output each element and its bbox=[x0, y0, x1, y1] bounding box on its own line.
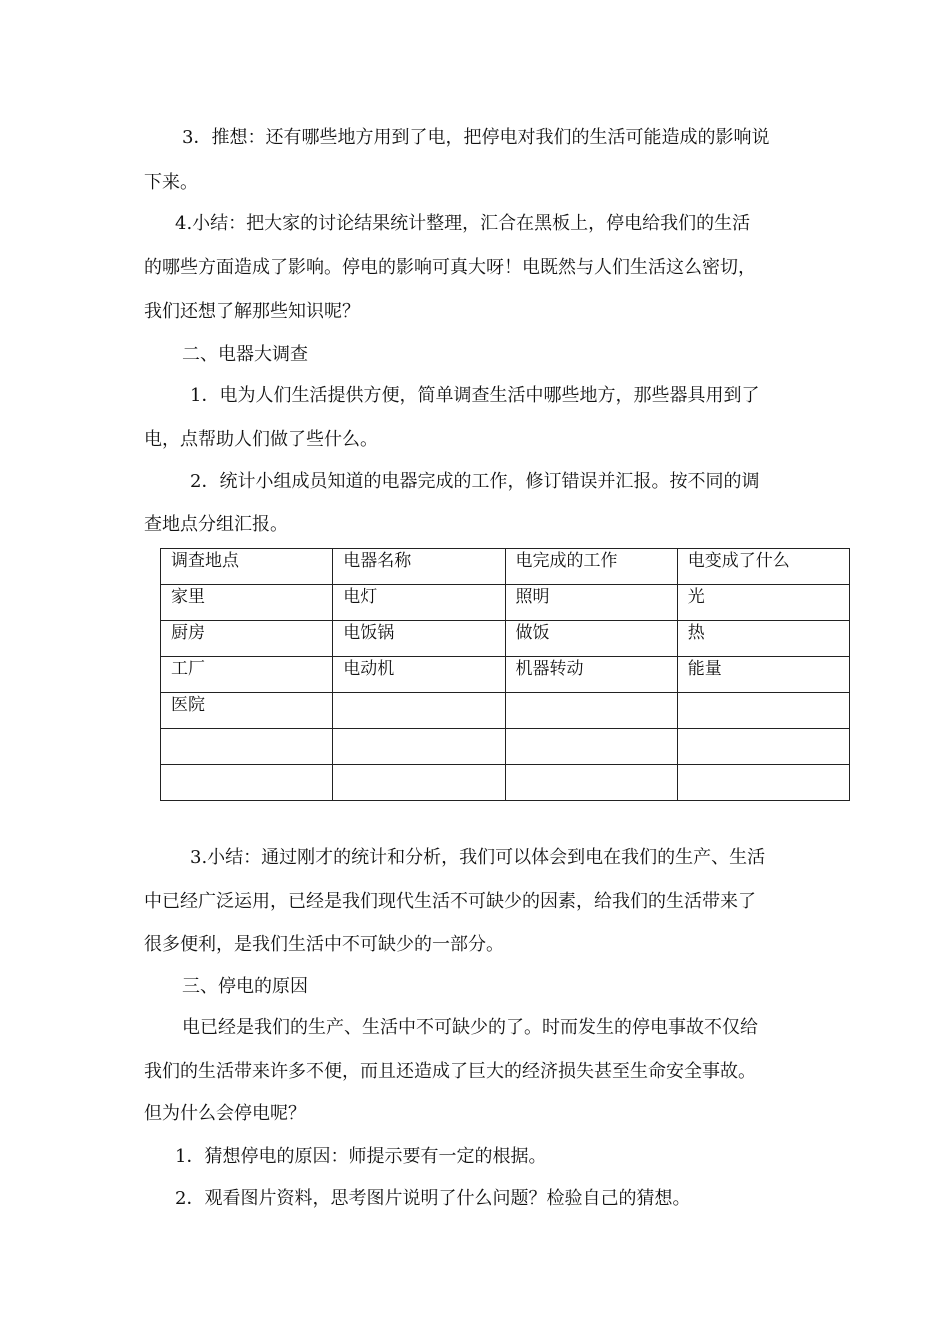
paragraph-3-line-1: 3．推想：还有哪些地方用到了电，把停电对我们的生活可能造成的影响说 bbox=[182, 127, 770, 148]
table-cell: 能量 bbox=[677, 657, 849, 693]
survey-table bbox=[160, 548, 850, 801]
table-header-row bbox=[161, 549, 850, 585]
table-header-cell: 电器名称 bbox=[333, 549, 505, 585]
table-cell bbox=[505, 693, 677, 729]
paragraph-outage-line-3: 但为什么会停电呢？ bbox=[144, 1103, 306, 1124]
paragraph-survey-1-line-2: 电，点帮助人们做了些什么。 bbox=[144, 429, 378, 450]
paragraph-survey-2-line-2: 查地点分组汇报。 bbox=[144, 514, 288, 535]
paragraph-summary-line-2: 中已经广泛运用，已经是我们现代生活不可缺少的因素，给我们的生活带来了 bbox=[144, 891, 756, 912]
table-cell: 医院 bbox=[161, 693, 333, 729]
section-heading-2: 二、电器大调查 bbox=[182, 344, 308, 365]
table-cell bbox=[505, 765, 677, 801]
table-row bbox=[161, 693, 850, 729]
paragraph-pictures: 2．观看图片资料，思考图片说明了什么问题？检验自己的猜想。 bbox=[175, 1188, 691, 1209]
table-cell: 工厂 bbox=[161, 657, 333, 693]
paragraph-outage-line-1: 电已经是我们的生产、生活中不可缺少的了。时而发生的停电事故不仅给 bbox=[182, 1017, 758, 1038]
table-cell: 热 bbox=[677, 621, 849, 657]
table-cell bbox=[677, 729, 849, 765]
section-heading-3: 三、停电的原因 bbox=[182, 976, 308, 997]
table-row bbox=[161, 729, 850, 765]
table-cell bbox=[161, 765, 333, 801]
table-cell bbox=[505, 729, 677, 765]
table-header-cell: 电变成了什么 bbox=[677, 549, 849, 585]
paragraph-outage-line-2: 我们的生活带来许多不便，而且还造成了巨大的经济损失甚至生命安全事故。 bbox=[144, 1061, 756, 1082]
table-header-cell: 调查地点 bbox=[161, 549, 333, 585]
table-cell: 做饭 bbox=[505, 621, 677, 657]
table-cell: 电灯 bbox=[333, 585, 505, 621]
paragraph-summary-line-3: 很多便利，是我们生活中不可缺少的一部分。 bbox=[144, 934, 504, 955]
table-cell: 电动机 bbox=[333, 657, 505, 693]
table-cell bbox=[161, 729, 333, 765]
table-cell bbox=[677, 765, 849, 801]
table-cell bbox=[333, 765, 505, 801]
table-cell: 电饭锅 bbox=[333, 621, 505, 657]
paragraph-survey-2-line-1: 2．统计小组成员知道的电器完成的工作，修订错误并汇报。按不同的调 bbox=[190, 471, 760, 492]
table-cell: 光 bbox=[677, 585, 849, 621]
table-cell bbox=[677, 693, 849, 729]
paragraph-survey-1-line-1: 1．电为人们生活提供方便，简单调查生活中哪些地方，那些器具用到了 bbox=[190, 385, 760, 406]
table-cell: 家里 bbox=[161, 585, 333, 621]
table-cell: 机器转动 bbox=[505, 657, 677, 693]
table-row bbox=[161, 621, 850, 657]
paragraph-4-line-1: 4.小结：把大家的讨论结果统计整理，汇合在黑板上，停电给我们的生活 bbox=[175, 213, 751, 234]
paragraph-4-line-2: 的哪些方面造成了影响。停电的影响可真大呀！电既然与人们生活这么密切， bbox=[144, 257, 756, 278]
paragraph-summary-line-1: 3.小结：通过刚才的统计和分析，我们可以体会到电在我们的生产、生活 bbox=[190, 847, 766, 868]
table-row bbox=[161, 765, 850, 801]
paragraph-4-line-3: 我们还想了解那些知识呢？ bbox=[144, 301, 360, 322]
paragraph-3-line-2: 下来。 bbox=[144, 172, 198, 193]
table-cell bbox=[333, 729, 505, 765]
table-cell: 照明 bbox=[505, 585, 677, 621]
table-cell bbox=[333, 693, 505, 729]
paragraph-guess: 1．猜想停电的原因：师提示要有一定的根据。 bbox=[175, 1146, 547, 1167]
table-row bbox=[161, 657, 850, 693]
table-row bbox=[161, 585, 850, 621]
table-header-cell: 电完成的工作 bbox=[505, 549, 677, 585]
table-cell: 厨房 bbox=[161, 621, 333, 657]
